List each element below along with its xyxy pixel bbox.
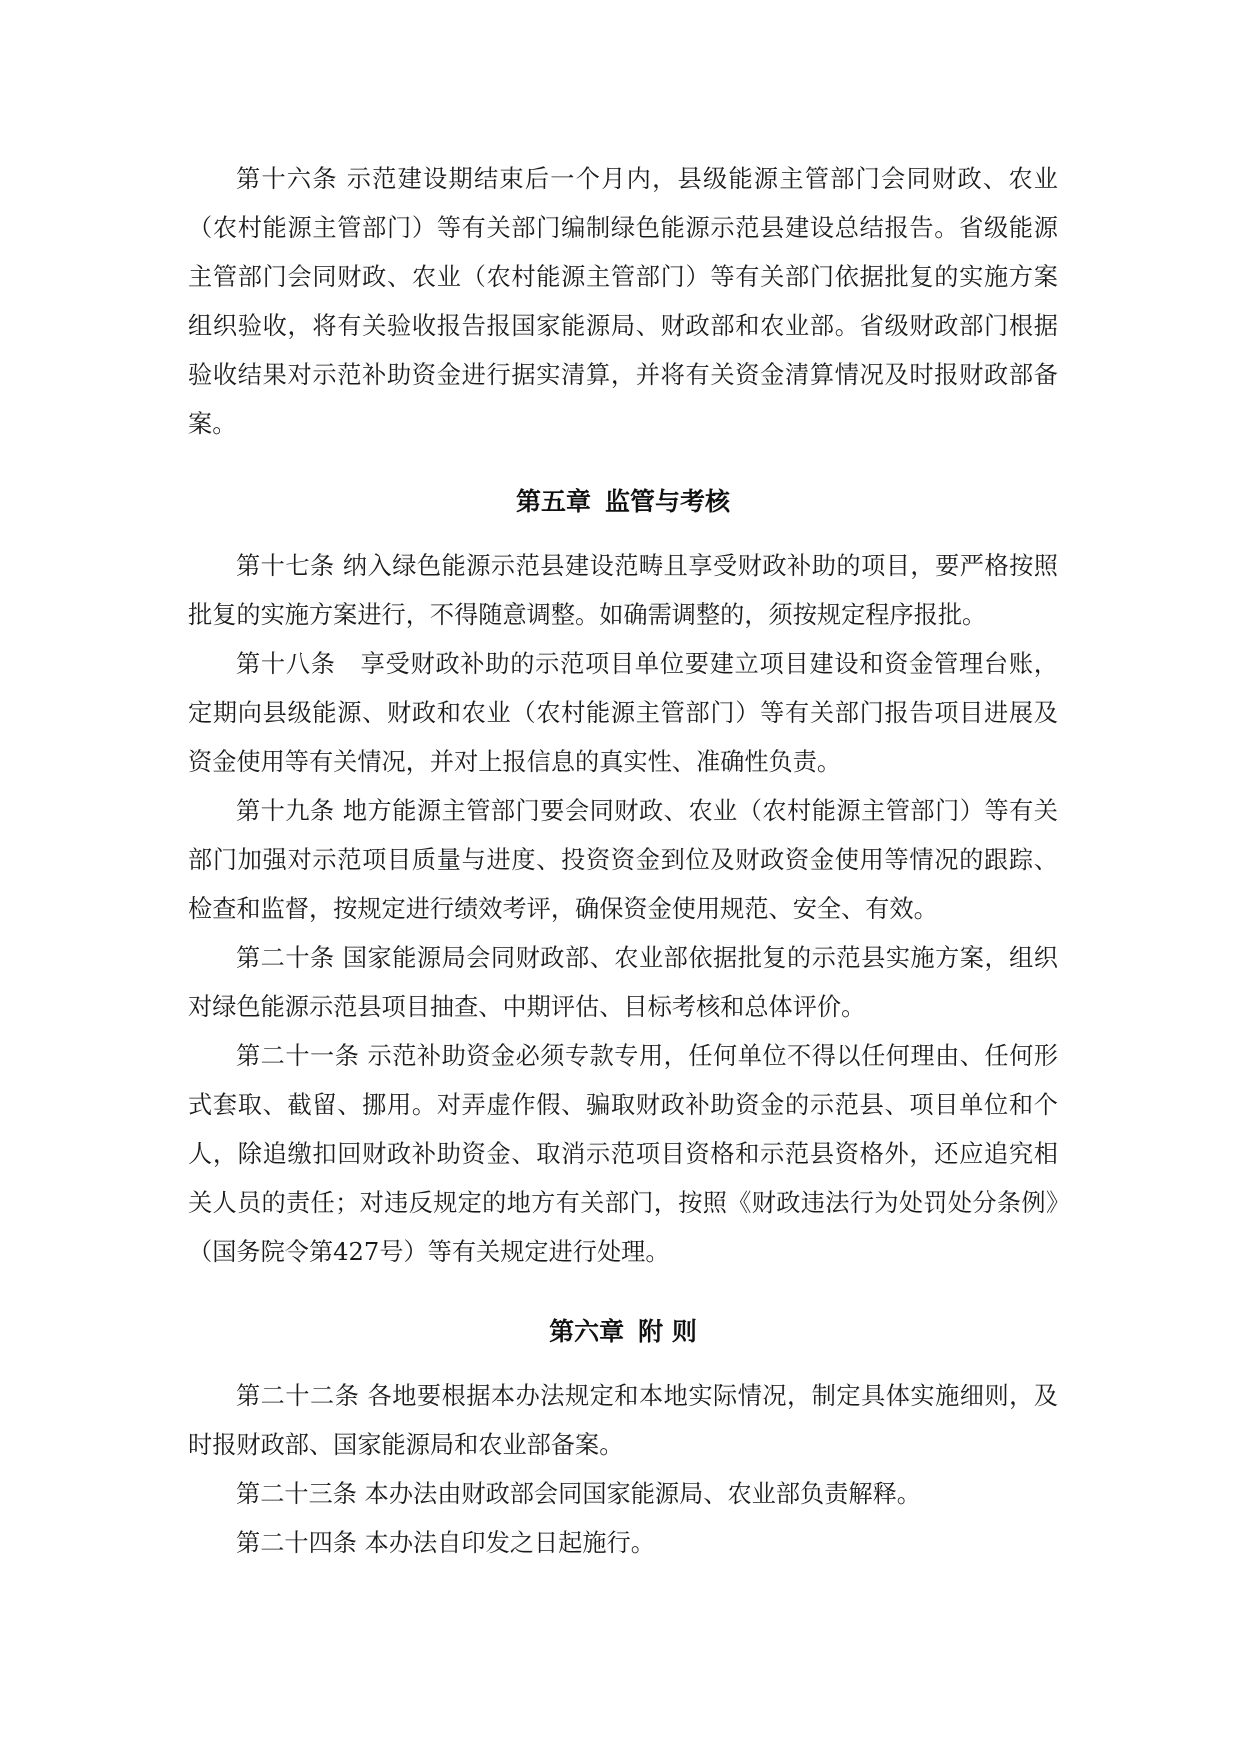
article-18: 第十八条 享受财政补助的示范项目单位要建立项目建设和资金管理台账，定期向县级能源、财政和农业（农村能源主管部门）等有关部门报告项目进展及资金使用等有关情况，并对上报信息的真实性、准确性负责。 <box>188 650 1058 776</box>
article-21: 第二十一条 示范补助资金必须专款专用，任何单位不得以任何理由、任何形式套取、截留、挪用。对弄虚作假、骗取财政补助资金的示范县、项目单位和个人，除追缴扣回财政补助资金、取消示范项目资格和示范县资格外，还应追究相关人员的责任；对违反规定的地方有关部门，按照《财政违法行为处罚处分条例》（国务院令第427号）等有关规定进行处理。 <box>188 1042 1058 1266</box>
chapter-5-heading <box>188 477 1058 526</box>
chapter-5-title: 监管与考核 <box>605 487 731 516</box>
article-22: 第二十二条 各地要根据本办法规定和本地实际情况，制定具体实施细则，及时报财政部、国家能源局和农业部备案。 <box>188 1382 1058 1459</box>
article-17: 第十七条 纳入绿色能源示范县建设范畴且享受财政补助的项目，要严格按照批复的实施方案进行，不得随意调整。如确需调整的，须按规定程序报批。 <box>188 552 1058 629</box>
article-20: 第二十条 国家能源局会同财政部、农业部依据批复的示范县实施方案，组织对绿色能源示范县项目抽查、中期评估、目标考核和总体评价。 <box>188 944 1058 1021</box>
document-body <box>188 155 1058 1568</box>
article-16: 第十六条 示范建设期结束后一个月内，县级能源主管部门会同财政、农业（农村能源主管部门）等有关部门编制绿色能源示范县建设总结报告。省级能源主管部门会同财政、农业（农村能源主管部门）等有关部门依据批复的实施方案组织验收，将有关验收报告报国家能源局、财政部和农业部。省级财政部门根据验收结果对示范补助资金进行据实清算，并将有关资金清算情况及时报财政部备案。 <box>188 165 1058 438</box>
chapter-6-title: 附 则 <box>638 1317 697 1346</box>
chapter-5-number: 第五章 <box>515 487 591 516</box>
chapter-6-heading <box>188 1307 1058 1356</box>
article-24: 第二十四条 本办法自印发之日起施行。 <box>236 1529 655 1557</box>
article-23: 第二十三条 本办法由财政部会同国家能源局、农业部负责解释。 <box>236 1480 921 1508</box>
article-19: 第十九条 地方能源主管部门要会同财政、农业（农村能源主管部门）等有关部门加强对示范项目质量与进度、投资资金到位及财政资金使用等情况的跟踪、检查和监督，按规定进行绩效考评，确保资金使用规范、安全、有效。 <box>188 797 1058 923</box>
chapter-6-number: 第六章 <box>549 1317 625 1346</box>
